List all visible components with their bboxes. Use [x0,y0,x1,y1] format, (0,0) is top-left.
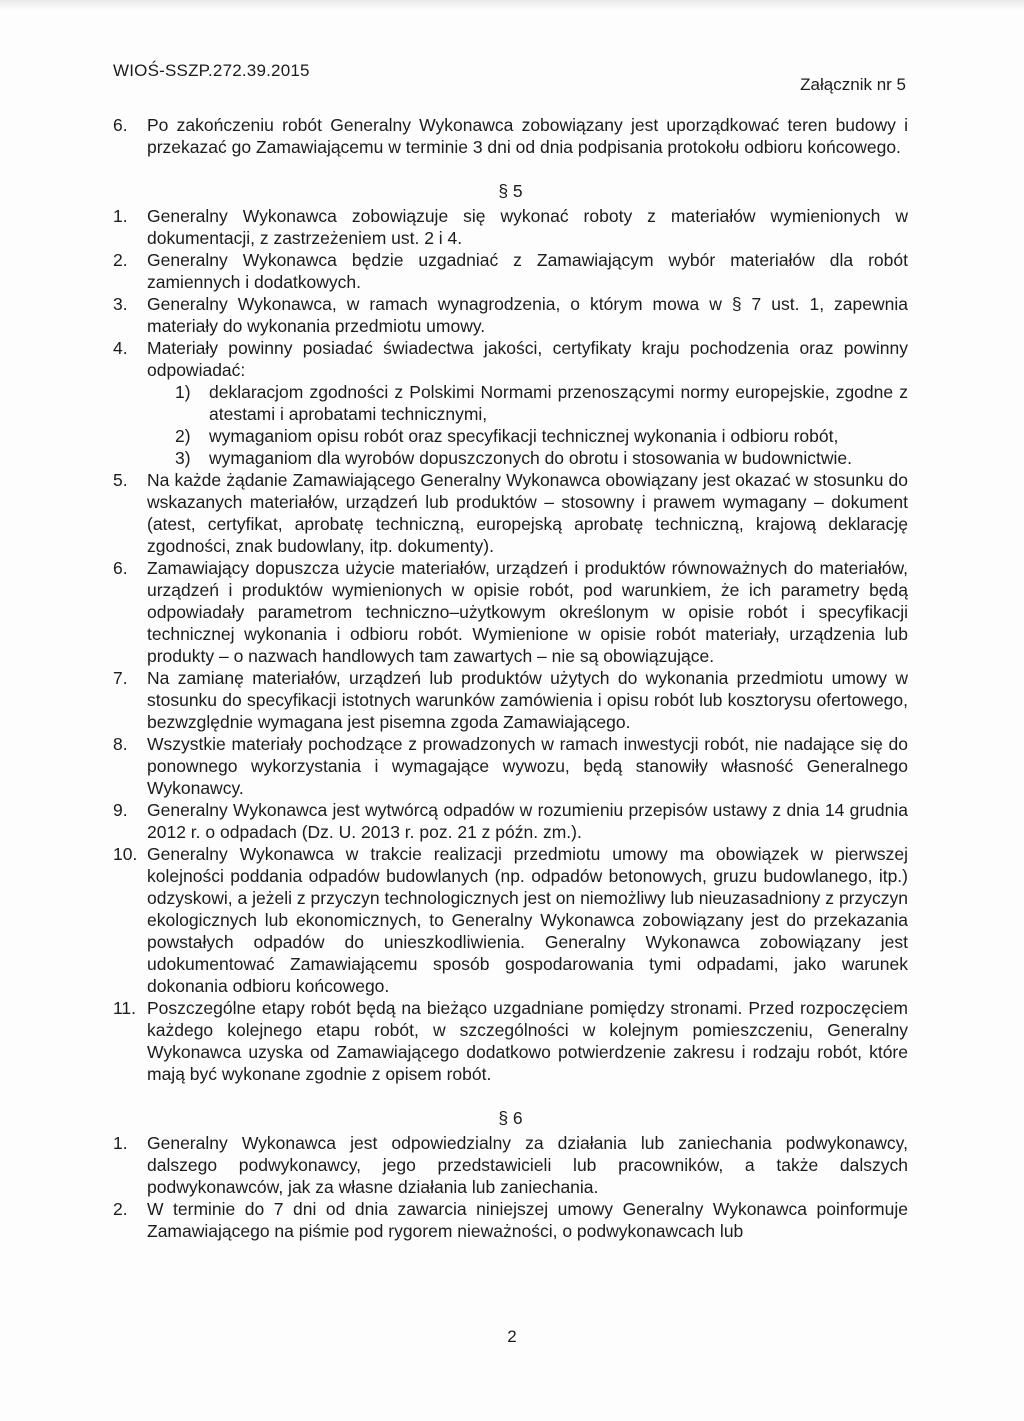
item-number: 1. [113,206,128,226]
item-number: 6. [113,115,128,135]
list-item [113,733,908,799]
item-text: Na każde żądanie Zamawiającego Generalny Wykonawca obowiązany jest okazać w stosunku do wskazanych materiałów, urządzeń lub produktów – stosowny i prawem wymagany – dokument (atest, certyfikat, aprobatę techniczną, europejską aprobatę techniczną, krajową deklarację zgodności, znak budowlany, itp. dokumenty). [147,470,908,556]
scan-edge [0,0,1024,10]
item-number: 2. [113,1199,128,1219]
item-number: 7. [113,668,128,688]
item-text: Materiały powinny posiadać świadectwa jakości, certyfikaty kraju pochodzenia oraz powinny odpowiadać: [147,338,908,380]
item-text: Generalny Wykonawca jest odpowiedzialny za działania lub zaniechania podwykonawcy, dalszego podwykonawcy, jego przedstawicieli lub pracowników, a także dalszych podwykonawców, jak za własne działania lub zaniechania. [147,1133,908,1197]
item-text: Generalny Wykonawca zobowiązuje się wykonać roboty z materiałów wymienionych w dokumentacji, z zastrzeżeniem ust. 2 i 4. [147,206,908,248]
sub-list-item [175,425,908,447]
document-reference: WIOŚ-SSZP.272.39.2015 [113,61,310,80]
sub-item-number: 2) [175,426,191,446]
section-heading-5: § 5 [498,181,523,201]
sub-item-text: deklaracjom zgodności z Polskimi Normami przenoszącymi normy europejskie, zgodne z atestami i aprobatami technicznymi, [209,382,908,424]
list-item [113,667,908,733]
item-text: Poszczególne etapy robót będą na bieżąco uzgadniane pomiędzy stronami. Przed rozpoczęciem każdego kolejnego etapu robót, w szczególności w kolejnym pomieszczeniu, Generalny Wykonawca uzyska od Zamawiającego dodatkowo potwierdzenie zakresu i rodzaju robót, które mają być wykonane zgodnie z opisem robót. [147,998,908,1084]
list-item [113,799,908,843]
item-number: 6. [113,558,128,578]
item-number: 10. [113,844,138,864]
item-number: 1. [113,1133,128,1153]
item-text: Po zakończeniu robót Generalny Wykonawca zobowiązany jest uporządkować teren budowy i przekazać go Zamawiającemu w terminie 3 dni od dnia podpisania protokołu odbioru końcowego. [147,115,908,157]
item-text: W terminie do 7 dni od dnia zawarcia niniejszej umowy Generalny Wykonawca poinformuje Zamawiającego na piśmie pod rygorem nieważności, o podwykonawcach lub [147,1199,908,1241]
sub-item-number: 3) [175,448,191,468]
attachment-label: Załącznik nr 5 [800,75,906,94]
sub-item-text: wymaganiom opisu robót oraz specyfikacji technicznej wykonania i odbioru robót, [209,426,839,446]
list-item [113,249,908,293]
page-number: 2 [507,1327,517,1346]
item-number: 9. [113,800,128,820]
item-text: Generalny Wykonawca w trakcie realizacji przedmiotu umowy ma obowiązek w pierwszej kolejności poddania odpadów budowlanych (np. odpadów betonowych, gruzu budowlanego, itp.) odzyskowi, a jeżeli z przyczyn technologicznych jest on niemożliwy lub nieuzasadniony z przyczyn ekologicznych lub ekonomicznych, to Generalny Wykonawca zobowiązany jest do przekazania powstałych odpadów do unieszkodliwienia. Generalny Wykonawca zobowiązany jest udokumentować Zamawiającemu sposób gospodarowania tymi odpadami, jako warunek dokonania odbioru końcowego. [147,844,908,996]
list-item [113,469,908,557]
section-heading-6: § 6 [498,1108,523,1128]
item-text: Na zamianę materiałów, urządzeń lub produktów użytych do wykonania przedmiotu umowy w stosunku do specyfikacji istotnych warunków zamówienia i opisu robót lub kosztorysu ofertowego, bezwzględnie wymagana jest pisemna zgoda Zamawiającego. [147,668,908,732]
item-text: Generalny Wykonawca będzie uzgadniać z Zamawiającym wybór materiałów dla robót zamiennych i dodatkowych. [147,250,908,292]
list-item [113,997,908,1085]
item-text: Generalny Wykonawca jest wytwórcą odpadów w rozumieniu przepisów ustawy z dnia 14 grudnia 2012 r. o odpadach (Dz. U. 2013 r. poz. 21 z późn. zm.). [147,800,908,842]
item-number: 8. [113,734,128,754]
list-item [113,293,908,337]
item-number: 4. [113,338,128,358]
item-number: 5. [113,470,128,490]
list-item [113,557,908,667]
list-item [113,114,908,158]
item-number: 11. [113,998,137,1018]
item-number: 3. [113,294,128,314]
list-item [113,843,908,997]
item-text: Wszystkie materiały pochodzące z prowadzonych w ramach inwestycji robót, nie nadające się do ponownego wykorzystania i wymagające wywozu, będą stanowiły własność Generalnego Wykonawcy. [147,734,908,798]
list-item [113,1198,908,1242]
list-item [113,1132,908,1198]
list-item [113,337,908,381]
sub-item-text: wymaganiom dla wyrobów dopuszczonych do obrotu i stosowania w budownictwie. [209,448,852,468]
item-number: 2. [113,250,128,270]
sub-item-number: 1) [175,382,191,402]
item-text: Zamawiający dopuszcza użycie materiałów, urządzeń i produktów równoważnych do materiałów, urządzeń i produktów wymienionych w opisie robót, pod warunkiem, że ich parametry będą odpowiadały parametrom techniczno–użytkowym określonym w opisie robót i specyfikacji technicznej wykonania i odbioru robót. Wymienione w opisie robót materiały, urządzenia lub produkty – o nazwach handlowych tam zawartych – nie są obowiązujące. [147,558,908,666]
item-text: Generalny Wykonawca, w ramach wynagrodzenia, o którym mowa w § 7 ust. 1, zapewnia materiały do wykonania przedmiotu umowy. [147,294,908,336]
list-item [113,205,908,249]
document-body [113,114,908,1242]
sub-list-item [175,381,908,425]
sub-list-item [175,447,908,469]
